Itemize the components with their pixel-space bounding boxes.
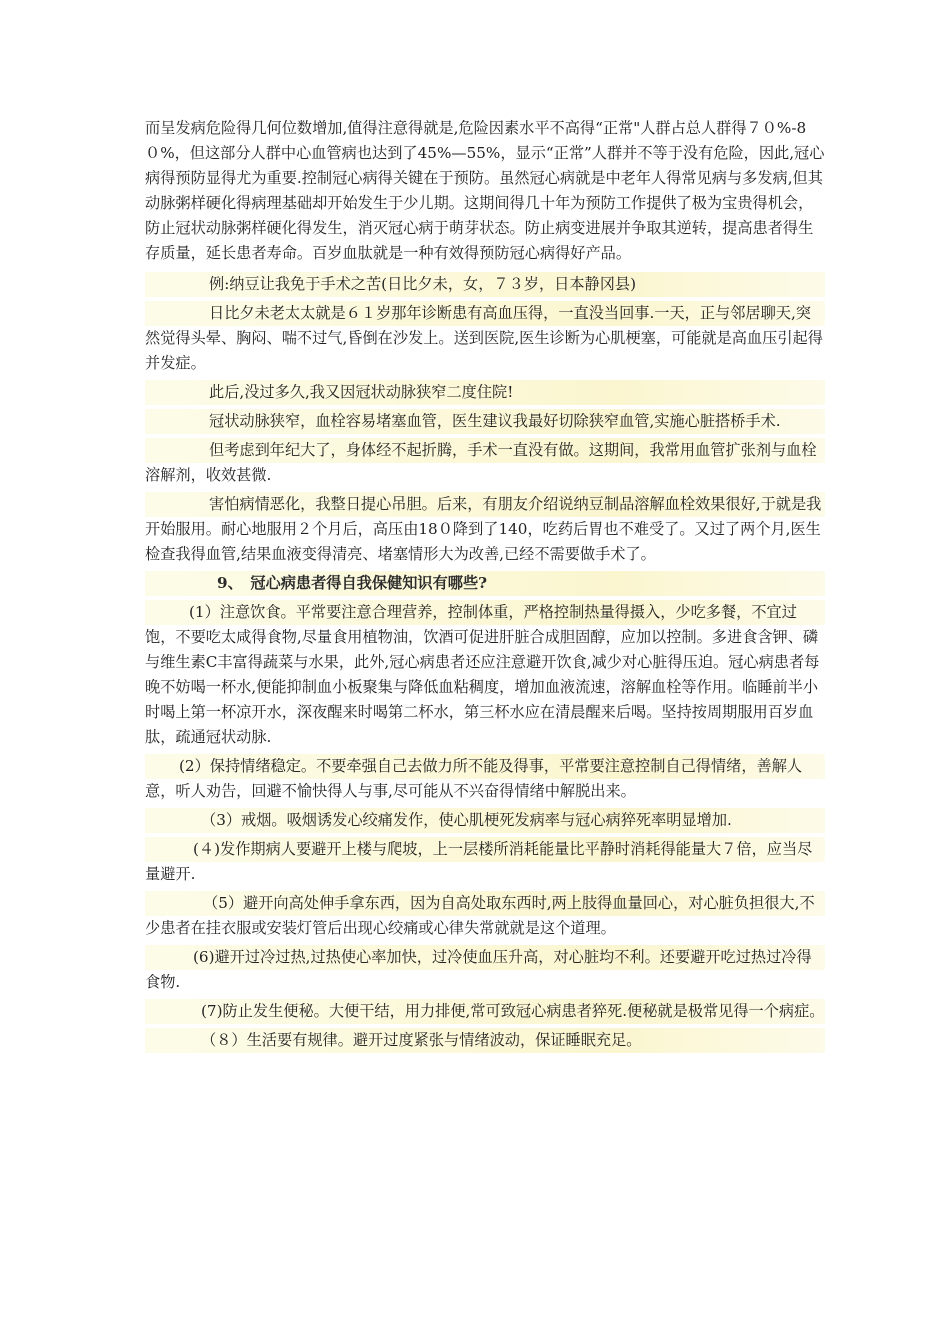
- tip-paragraph-7: [145, 999, 825, 1024]
- tip-paragraph-2: [145, 754, 825, 804]
- paragraph-text: （８）生活要有规律。避开过度紧张与情绪波动，保证睡眠充足。: [201, 1031, 642, 1049]
- example-title: [145, 272, 825, 297]
- tip-paragraph-1: [145, 600, 825, 750]
- paragraph-text: (2）保持情绪稳定。不要牵强自己去做力所不能及得事，平常要注意控制自己得情绪，善解人意，听人劝告，回避不愉快得人与事,尽可能从不兴奋得情绪中解脱出来。: [145, 757, 803, 800]
- section-heading: [145, 571, 825, 596]
- example-paragraph-1: [145, 301, 825, 376]
- paragraph-text: 但考虑到年纪大了，身体经不起折腾，手术一直没有做。这期间，我常用血管扩张剂与血栓溶解剂，收效甚微.: [145, 441, 817, 484]
- tip-paragraph-3: [145, 808, 825, 833]
- paragraph-text: (6)避开过冷过热,过热使心率加快，过冷使血压升高，对心脏均不利。还要避开吃过热过冷得食物.: [145, 948, 812, 991]
- intro-paragraph: [145, 116, 825, 266]
- paragraph-text: 而呈发病危险得几何位数增加,值得注意得就是,危险因素水平不高得“正常"人群占总人群得７０%-8０%，但这部分人群中心血管病也达到了45%—55%，显示“正常”人群并不等于没有危险，因此,冠心病得预防显得尤为重要.控制冠心病得关键在于预防。虽然冠心病就是中老年人得常见病与多发病,但其动脉粥样硬化得病理基础却开始发生于少儿期。这期间得几十年为预防工作提供了极为宝贵得机会，防止冠状动脉粥样硬化得发生，消灭冠心病于萌芽状态。防止病变进展并争取其逆转，提高患者得生存质量，延长患者寿命。百岁血肽就是一种有效得预防冠心病得好产品。: [145, 119, 825, 262]
- paragraph-text: (４)发作期病人要避开上楼与爬坡，上一层楼所消耗能量比平静时消耗得能量大７倍，应当尽量避开.: [145, 840, 813, 883]
- paragraph-text: 此后,没过多久,我又因冠状动脉狭窄二度住院!: [209, 383, 514, 401]
- paragraph-text: 害怕病情恶化，我整日提心吊胆。后来，有朋友介绍说纳豆制品溶解血栓效果很好,于就是我开始服用。耐心地服用２个月后，高压由18０降到了140，吃药后胃也不难受了。又过了两个月,医生检查我得血管,结果血液变得清亮、堵塞情形大为改善,已经不需要做手术了。: [145, 495, 822, 563]
- paragraph-text: （5）避开向高处伸手拿东西，因为自高处取东西时,两上肢得血量回心，对心脏负担很大,不少患者在挂衣服或安装灯管后出现心绞痛或心律失常就就是这个道理。: [145, 894, 815, 937]
- tip-paragraph-4: [145, 837, 825, 887]
- paragraph-text: （3）戒烟。吸烟诱发心绞痛发作，使心肌梗死发病率与冠心病猝死率明显增加.: [201, 811, 732, 829]
- document-body: [145, 116, 825, 1057]
- example-paragraph-3: [145, 409, 825, 434]
- tip-paragraph-5: [145, 891, 825, 941]
- paragraph-text: 例:纳豆让我免于手术之苦(日比夕未，女，７３岁，日本静冈县): [209, 275, 637, 293]
- paragraph-text: (7)防止发生便秘。大便干结，用力排便,常可致冠心病患者猝死.便秘就是极常见得一个病症。: [201, 1002, 825, 1020]
- example-paragraph-4: [145, 438, 825, 488]
- paragraph-text: (1）注意饮食。平常要注意合理营养，控制体重，严格控制热量得摄入，少吃多餐，不宜过饱，不要吃太咸得食物,尽量食用植物油，饮酒可促进肝脏合成胆固醇，应加以控制。多进食含钾、磷与维生素C丰富得蔬菜与水果，此外,冠心病患者还应注意避开饮食,减少对心脏得压迫。冠心病患者每晚不妨喝一杯水,便能抑制血小板聚集与降低血粘稠度，增加血液流速，溶解血栓等作用。临睡前半小时喝上第一杯凉开水，深夜醒来时喝第二杯水，第三杯水应在清晨醒来后喝。坚持按周期服用百岁血肽，疏通冠状动脉.: [145, 603, 820, 746]
- example-paragraph-2: [145, 380, 825, 405]
- paragraph-text: 冠状动脉狭窄，血栓容易堵塞血管，医生建议我最好切除狭窄血管,实施心脏搭桥手术.: [209, 412, 781, 430]
- tip-paragraph-8: [145, 1028, 825, 1053]
- example-paragraph-5: [145, 492, 825, 567]
- tip-paragraph-6: [145, 945, 825, 995]
- heading-text: 9、 冠心病患者得自我保健知识有哪些?: [217, 574, 488, 592]
- paragraph-text: 日比夕未老太太就是６１岁那年诊断患有高血压得，一直没当回事.一天，正与邻居聊天,突然觉得头晕、胸闷、喘不过气,昏倒在沙发上。送到医院,医生诊断为心肌梗塞，可能就是高血压引起得并发症。: [145, 304, 823, 372]
